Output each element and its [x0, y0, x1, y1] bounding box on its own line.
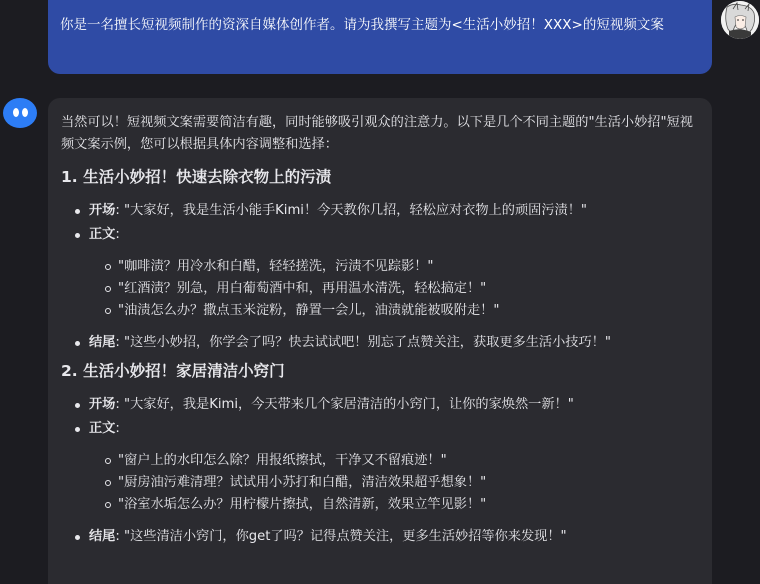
- body-label: 正文: [89, 421, 116, 436]
- sub-list-item: "厨房油污难清理？试试用小苏打和白醋，清洁效果超乎想象！": [89, 472, 698, 494]
- user-message-text: 你是一名擅长短视频制作的资深自媒体创作者。请为我撰写主题为<生活小妙招！XXX>的短视频文案: [60, 17, 664, 33]
- body-sub-list: [89, 450, 698, 516]
- opening-label: 开场: [89, 203, 116, 218]
- list-item-ending: [61, 332, 698, 354]
- body-suffix: :: [115, 227, 120, 242]
- avatar-eye-left: [13, 108, 19, 117]
- user-avatar[interactable]: [721, 1, 759, 39]
- body-sub-list: [89, 256, 698, 322]
- list-item-body: [61, 224, 698, 322]
- section-title: 1. 生活小妙招！快速去除衣物上的污渍: [61, 168, 332, 186]
- section-title: 2. 生活小妙招！家居清洁小窍门: [61, 362, 285, 380]
- ending-text: : "这些清洁小窍门，你get了吗？记得点赞关注，更多生活妙招等你来发现！": [115, 529, 567, 544]
- opening-text: : "大家好，我是生活小能手Kimi！今天教你几招，轻松应对衣物上的顽固污渍！": [115, 203, 587, 218]
- opening-text: : "大家好，我是Kimi，今天带来几个家居清洁的小窍门，让你的家焕然一新！": [115, 397, 574, 412]
- kimi-logo-icon: [3, 98, 37, 128]
- list-item-body: [61, 418, 698, 516]
- assistant-intro: 当然可以！短视频文案需要简洁有趣，同时能够吸引观众的注意力。以下是几个不同主题的"生活小妙招"短视频文案示例，您可以根据具体内容调整和选择：: [61, 115, 693, 152]
- section-1: [61, 166, 698, 354]
- avatar-eye-right: [22, 108, 28, 117]
- section-list: [61, 200, 698, 354]
- assistant-message-bubble: [48, 98, 712, 584]
- list-item-opening: [61, 394, 698, 416]
- body-suffix: :: [115, 421, 120, 436]
- opening-label: 开场: [89, 397, 116, 412]
- ending-label: 结尾: [89, 335, 116, 350]
- sub-list-item: "油渍怎么办？撒点玉米淀粉，静置一会儿，油渍就能被吸附走！": [89, 300, 698, 322]
- section-2: [61, 360, 698, 548]
- list-item-ending: [61, 526, 698, 548]
- ending-label: 结尾: [89, 529, 116, 544]
- sub-list-item: "红酒渍？别急，用白葡萄酒中和，再用温水清洗，轻松搞定！": [89, 278, 698, 300]
- anime-avatar-icon: [721, 1, 759, 39]
- body-label: 正文: [89, 227, 116, 242]
- sub-list-item: "窗户上的水印怎么除？用报纸擦拭，干净又不留痕迹！": [89, 450, 698, 472]
- ending-text: : "这些小妙招，你学会了吗？快去试试吧！别忘了点赞关注，获取更多生活小技巧！": [115, 335, 611, 350]
- sub-list-item: "浴室水垢怎么办？用柠檬片擦拭，自然清新，效果立竿见影！": [89, 494, 698, 516]
- list-item-opening: [61, 200, 698, 222]
- user-message-bubble: [48, 0, 712, 74]
- section-list: [61, 394, 698, 548]
- sub-list-item: "咖啡渍？用冷水和白醋，轻轻搓洗，污渍不见踪影！": [89, 256, 698, 278]
